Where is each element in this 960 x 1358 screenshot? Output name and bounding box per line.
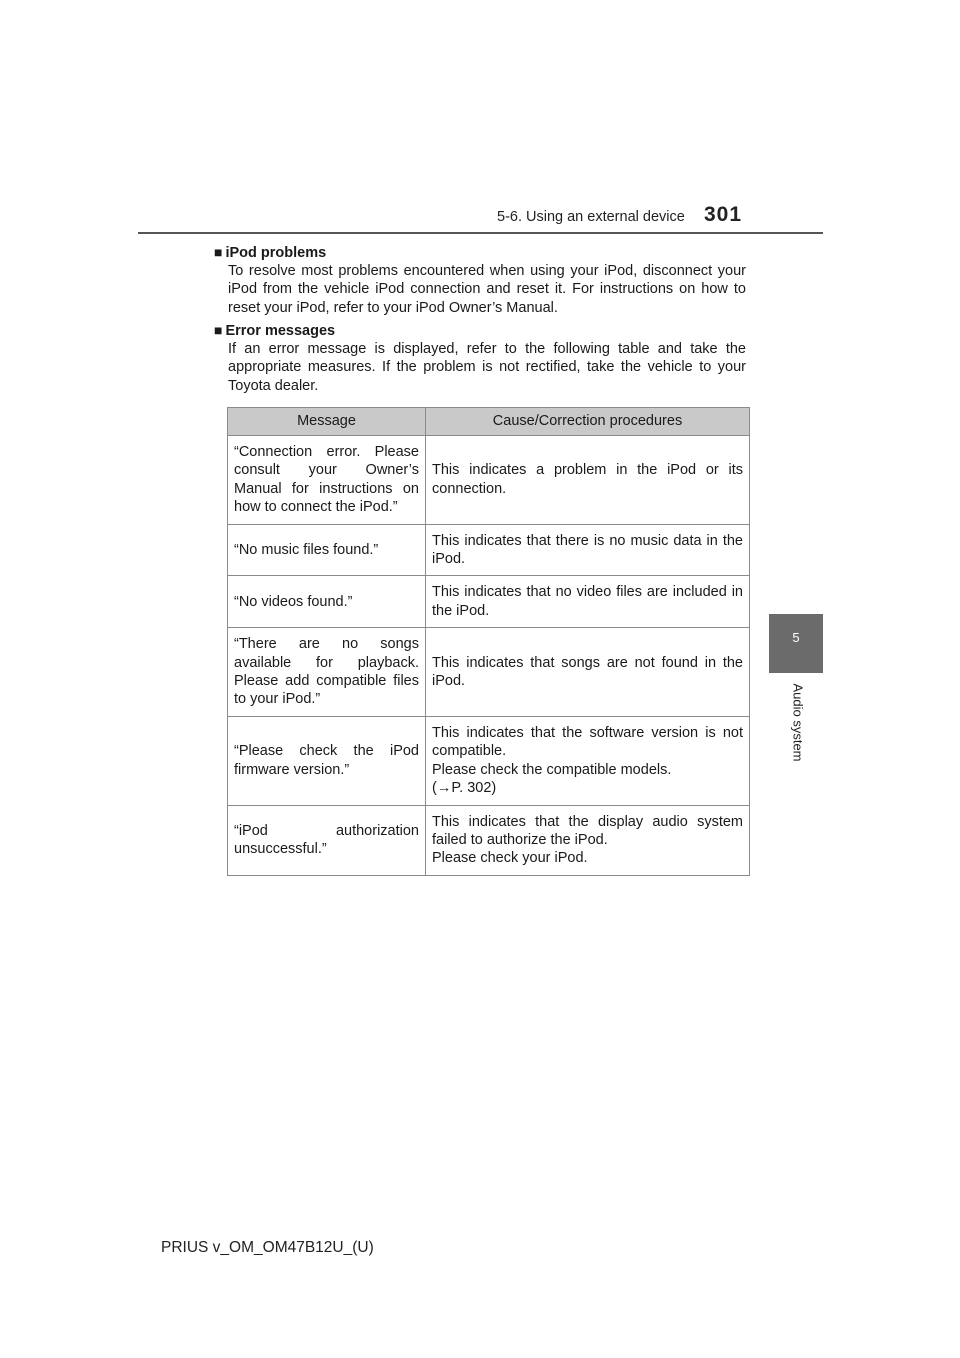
header-section-title: 5-6. Using an external device — [497, 209, 685, 225]
column-header-cause: Cause/Correction procedures — [426, 408, 750, 436]
footer-document-code: PRIUS v_OM_OM47B12U_(U) — [161, 1239, 374, 1256]
section-heading-text: Error messages — [225, 323, 336, 339]
page-reference-link[interactable]: (→P. 302) — [432, 780, 497, 797]
section-paragraph: To resolve most problems encountered when using your iPod, disconnect your iPod from the vehicle iPod connection and reset it. For instructions on how to reset your iPod, refer to your iPod Owner’s Manual. — [228, 263, 746, 316]
table-row — [228, 716, 750, 805]
error-message-table — [227, 407, 750, 876]
section-paragraph: If an error message is displayed, refer to the following table and take the appropriate measures. If the problem is not rectified, take the vehicle to your Toyota dealer. — [228, 341, 746, 394]
cause-text: This indicates that the software version is not compatible. — [432, 724, 743, 760]
header-divider — [138, 232, 823, 234]
cause-cell: This indicates that songs are not found in the iPod. — [426, 628, 750, 717]
message-cell: “No videos found.” — [228, 576, 426, 628]
cause-cell: This indicates that no video files are included in the iPod. — [426, 576, 750, 628]
cause-cell — [426, 805, 750, 875]
cause-text: This indicates that the display audio system failed to authorize the iPod. — [432, 813, 743, 848]
message-cell: “No music files found.” — [228, 524, 426, 576]
cause-extra-text: Please check the compatible models. — [432, 761, 672, 778]
table-row — [228, 628, 750, 717]
table-row — [228, 576, 750, 628]
chapter-label-text: Audio system — [790, 683, 806, 762]
table-row — [228, 805, 750, 875]
cause-cell: This indicates a problem in the iPod or its connection. — [426, 436, 750, 525]
cause-extra-text: Please check your iPod. — [432, 850, 588, 867]
table-row — [228, 436, 750, 525]
message-cell: “Please check the iPod firmware version.” — [228, 716, 426, 805]
chapter-tab-number: 5 — [792, 630, 800, 645]
square-bullet-icon: ■ — [214, 322, 223, 338]
cause-cell — [426, 716, 750, 805]
chapter-tab — [769, 614, 823, 673]
section-heading — [214, 242, 746, 262]
column-header-message: Message — [228, 408, 426, 436]
message-cell: “There are no songs available for playback. Please add compatible files to your iPod.” — [228, 628, 426, 717]
square-bullet-icon: ■ — [214, 244, 223, 260]
section-ipod-problems — [214, 242, 746, 317]
section-heading — [214, 320, 746, 340]
chapter-label — [788, 680, 808, 770]
table-row — [228, 524, 750, 576]
page-number: 301 — [704, 203, 743, 226]
section-error-messages — [214, 320, 746, 395]
cause-cell: This indicates that there is no music data in the iPod. — [426, 524, 750, 576]
table-header-row — [228, 408, 750, 436]
message-cell: “Connection error. Please consult your Owner’s Manual for instructions on how to connect the iPod.” — [228, 436, 426, 525]
section-heading-text: iPod problems — [225, 245, 327, 261]
message-cell: “iPod authorization unsuccessful.” — [228, 805, 426, 875]
